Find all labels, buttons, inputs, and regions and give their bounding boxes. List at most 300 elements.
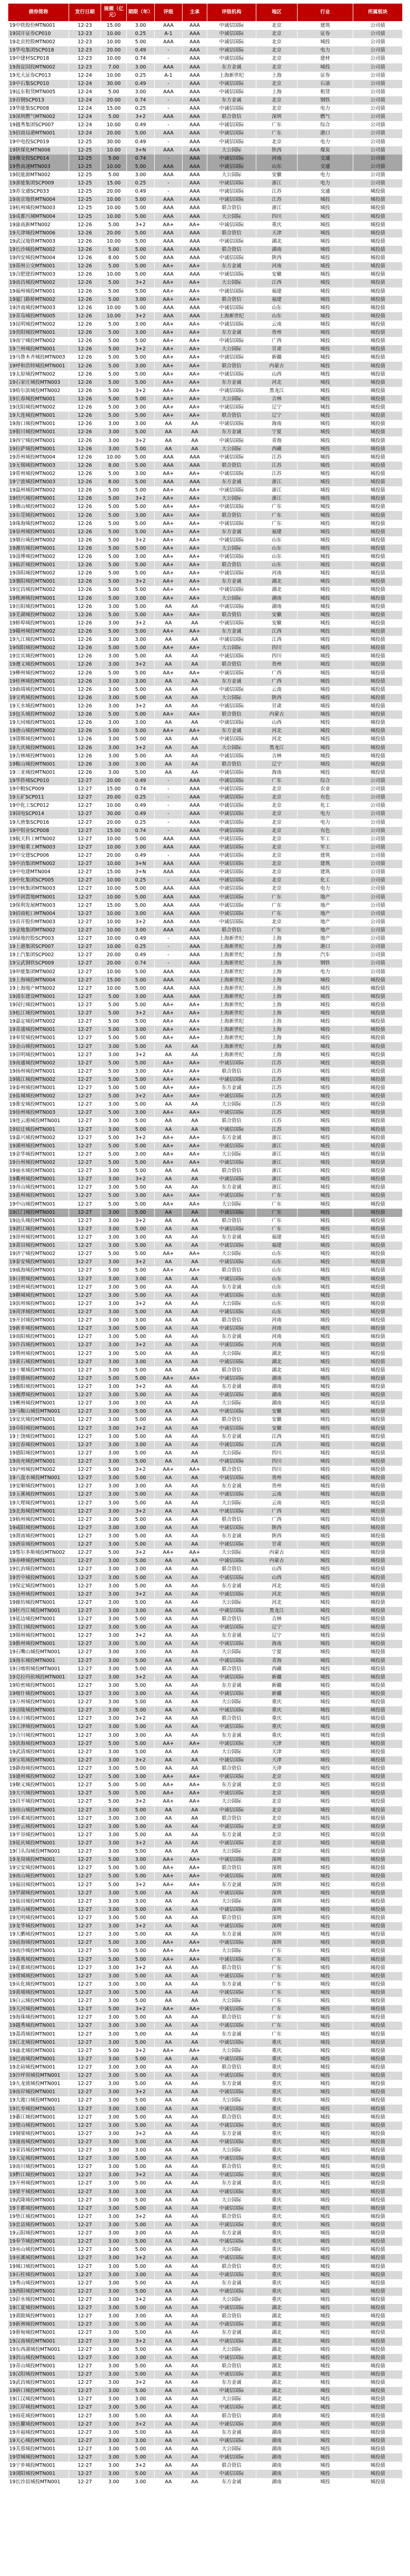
cell-size: 3.00 [101,2213,127,2221]
cell-rating: AA+ [155,1142,183,1150]
cell-industry: 城投 [298,1930,353,1939]
cell-sector: 公司债 [353,868,403,876]
cell-bond-name: 19宝安城投MTN001 [8,1864,69,1872]
cell-rating-agency: 大公国际 [207,2246,256,2254]
cell-industry: 城投 [298,760,353,769]
cell-bond-name: 19南山城投MTN001 [8,1872,69,1880]
cell-term: 5.00 [127,445,155,453]
cell-rating: - [155,819,183,827]
cell-region: 北京 [256,868,298,876]
cell-rating: - [155,827,183,835]
cell-region: 重庆 [256,2213,298,2221]
cell-issuer-rating: AA [183,1366,207,1375]
table-row [8,1275,403,1283]
table-row [8,1922,403,1930]
cell-size: 3.00 [101,2039,127,2047]
cell-size: 3.00 [101,2063,127,2072]
cell-rating-agency: 中诚信国际 [207,320,256,329]
cell-issuer-rating: AAA [183,835,207,843]
cell-rating-agency: 联合资信 [207,412,256,420]
cell-sector: 公司债 [353,146,403,155]
cell-industry: 城投 [298,1524,353,1532]
cell-rating: AA [155,445,183,453]
table-row [8,304,403,312]
cell-issuer-rating: AA [183,2279,207,2287]
table-row [8,478,403,486]
cell-sector: 城投债 [353,578,403,586]
cell-term: 5.00 [127,1573,155,1582]
cell-size: 3.00 [101,2312,127,2320]
cell-size: 5.00 [101,1009,127,1018]
cell-region: 广东 [256,511,298,519]
cell-rating-agency: 中诚信国际 [207,1175,256,1183]
cell-term: 3.00 [127,843,155,852]
cell-industry: 租赁 [298,88,353,96]
cell-sector: 城投债 [353,254,403,262]
table-row [8,1300,403,1308]
cell-term: 5.00 [127,1375,155,1383]
cell-issuer-rating: AA [183,2329,207,2337]
cell-bond-name: 19万州城投MTN001 [8,1698,69,1706]
cell-issuer-rating: AAA [183,910,207,918]
table-row [8,1325,403,1333]
cell-sector: 城投债 [353,1366,403,1375]
cell-issue-date: 12-27 [69,1889,101,1897]
cell-size: 3.00 [101,2337,127,2346]
cell-term: 5.00 [127,1615,155,1623]
table-row [8,1383,403,1391]
cell-size: 3.00 [101,1690,127,1698]
cell-size: 10.00 [101,304,127,312]
cell-term: 3+2 [127,578,155,586]
cell-bond-name: 19银川城投MTN001 [8,428,69,436]
table-row [8,1947,403,1955]
cell-issue-date: 12-26 [69,403,101,412]
cell-size: 5.00 [101,486,127,495]
cell-term: 5.00 [127,1076,155,1084]
cell-rating: AAA [155,478,183,486]
cell-sector: 城投债 [353,1565,403,1573]
cell-bond-name: 19房山城投MTN001 [8,1806,69,1815]
table-row [8,1815,403,1823]
cell-size: 3.00 [101,652,127,660]
cell-size: 3.00 [101,2346,127,2354]
cell-region: 江苏 [256,1076,298,1084]
cell-term: 5.00 [127,1183,155,1192]
cell-size: 3.00 [101,1897,127,1906]
table-row [8,1732,403,1740]
cell-sector: 城投债 [353,2470,403,2478]
cell-region: 深圳 [256,1881,298,1889]
cell-size: 10.00 [101,196,127,204]
cell-industry: 建筑 [298,868,353,876]
cell-term: 3+2 [127,1964,155,1972]
cell-size: 10.00 [101,38,127,46]
cell-rating: AA [155,2362,183,2370]
cell-bond-name: 19汕头城投MTN001 [8,1217,69,1225]
cell-sector: 城投债 [353,1922,403,1930]
cell-region: 湖北 [256,2379,298,2387]
cell-industry: 城投 [298,329,353,337]
cell-bond-name: 19铜梁城投MTN001 [8,2130,69,2138]
cell-size: 5.00 [101,628,127,636]
cell-industry: 城投 [298,2379,353,2387]
cell-sector: 城投债 [353,503,403,511]
cell-rating: AA+ [155,1092,183,1100]
cell-bond-name: 19东西湖城投MTN001 [8,2346,69,2354]
cell-issue-date: 12-27 [69,893,101,901]
cell-bond-name: 19鄂尔多斯城投MTN002 [8,1549,69,1557]
cell-sector: 城投债 [353,2063,403,2072]
cell-rating-agency: 中诚信国际 [207,188,256,196]
cell-industry: 钢铁 [298,959,353,968]
cell-term: 3.00 [127,63,155,72]
cell-size: 3.00 [101,2437,127,2445]
cell-rating-agency: 大公国际 [207,146,256,155]
cell-rating-agency: 大公国际 [207,1350,256,1358]
cell-bond-name: 19南沙城投MTN001 [8,1947,69,1955]
cell-sector: 公司债 [353,88,403,96]
cell-rating-agency: 中诚信国际 [207,1308,256,1316]
cell-issue-date: 12-27 [69,1756,101,1765]
cell-rating: AA [155,1914,183,1922]
cell-size: 3.00 [101,1366,127,1375]
table-row [8,1980,403,1989]
cell-term: 3.00 [127,1939,155,1947]
table-row [8,1217,403,1225]
cell-rating-agency: 中诚信国际 [207,2470,256,2478]
table-row [8,1350,403,1358]
cell-region: 陕西 [256,254,298,262]
cell-size: 3.00 [101,1275,127,1283]
cell-bond-name: 19南京地铁MTN004 [8,196,69,204]
cell-issue-date: 12-27 [69,1474,101,1482]
cell-rating: AA+ [155,495,183,503]
cell-size: 3.00 [101,636,127,644]
cell-bond-name: 19首钢SCP013 [8,96,69,105]
cell-bond-name: 19上海城投MTN004 [8,976,69,985]
cell-rating: AAA [155,38,183,46]
cell-bond-name: 19大唐集SCP016 [8,819,69,827]
cell-rating: AA+ [155,710,183,719]
table-row [8,735,403,743]
cell-issuer-rating: AA [183,719,207,727]
cell-region: 湖南 [256,2420,298,2429]
cell-issuer-rating: AA [183,1765,207,1773]
table-row [8,2138,403,2146]
cell-sector: 城投债 [353,312,403,320]
cell-sector: 城投债 [353,1939,403,1947]
cell-rating: - [155,785,183,793]
cell-region: 上海 [256,943,298,951]
cell-size: 3.00 [101,1972,127,1980]
cell-issuer-rating: AA [183,1623,207,1632]
cell-rating-agency: 联合资信 [207,1217,256,1225]
cell-issue-date: 12-27 [69,2213,101,2221]
table-row [8,1682,403,1690]
cell-size: 3.00 [101,1839,127,1848]
cell-term: 3.00 [127,1980,155,1989]
cell-rating: AA [155,1366,183,1375]
cell-sector: 城投债 [353,2096,403,2105]
cell-issuer-rating: AA [183,2445,207,2453]
cell-region: 福建 [256,528,298,536]
cell-bond-name: 19舟山城投MTN001 [8,1183,69,1192]
cell-term: 5.00 [127,752,155,760]
cell-sector: 城投债 [353,1209,403,1217]
cell-issue-date: 12-27 [69,1682,101,1690]
cell-term: 0.49 [127,188,155,196]
cell-region: 福建 [256,296,298,304]
cell-size: 10.00 [101,146,127,155]
cell-industry: 城投 [298,744,353,752]
cell-issue-date: 12-27 [69,1076,101,1084]
cell-industry: 城投 [298,528,353,536]
cell-term: 5.00 [127,1325,155,1333]
cell-bond-name: 19新乡城投MTN001 [8,1325,69,1333]
cell-industry: 城投 [298,2130,353,2138]
cell-size: 3.00 [101,1648,127,1656]
cell-issuer-rating: AA [183,436,207,445]
cell-size: 3.00 [101,1922,127,1930]
cell-rating-agency: 中诚信国际 [207,1109,256,1117]
cell-term: 5.00 [127,893,155,901]
cell-region: 浙江 [256,1167,298,1175]
cell-term: 5.00 [127,2470,155,2478]
cell-issuer-rating: AA+ [183,1955,207,1963]
cell-industry: 城投 [298,1906,353,1914]
cell-term: 5.00 [127,1159,155,1167]
cell-rating-agency: 中诚信国际 [207,1872,256,1880]
cell-rating-agency: 联合资信 [207,1117,256,1125]
cell-term: 5.00 [127,2362,155,2370]
cell-size: 5.00 [101,1789,127,1798]
cell-rating-agency: 东方金诚 [207,1383,256,1391]
cell-region: 贵州 [256,329,298,337]
cell-issue-date: 12-27 [69,1864,101,1872]
cell-sector: 城投债 [353,1242,403,1250]
cell-bond-name: 19增城城投MTN001 [8,1972,69,1980]
cell-sector: 城投债 [353,1582,403,1590]
cell-region: 重庆 [256,2179,298,2188]
cell-sector: 城投债 [353,2246,403,2254]
cell-issuer-rating: AA+ [183,1109,207,1117]
cell-size: 3.00 [101,1507,127,1516]
cell-industry: 城投 [298,1839,353,1848]
cell-region: 江苏 [256,453,298,462]
cell-rating-agency: 联合资信 [207,1466,256,1474]
cell-size: 5.00 [101,412,127,420]
table-row [8,1150,403,1159]
cell-rating: AA [155,1765,183,1773]
cell-industry: 城投 [298,2022,353,2030]
cell-issue-date: 12-27 [69,993,101,1001]
cell-size: 3.00 [101,2395,127,2403]
cell-sector: 城投债 [353,1258,403,1266]
table-row [8,1283,403,1292]
cell-rating: AA [155,2229,183,2238]
table-row [8,802,403,810]
cell-region: 深圳 [256,1906,298,1914]
cell-sector: 公司债 [353,777,403,785]
cell-rating-agency: 中诚信国际 [207,46,256,55]
table-row [8,2213,403,2221]
cell-rating: AA [155,1167,183,1175]
cell-issuer-rating: AAA [183,38,207,46]
cell-rating-agency: 大公国际 [207,694,256,702]
table-row [8,312,403,320]
cell-industry: 城投 [298,2287,353,2296]
cell-issue-date: 12-27 [69,2387,101,2395]
cell-sector: 城投债 [353,462,403,470]
cell-rating: AA [155,1648,183,1656]
cell-issuer-rating: AA [183,1283,207,1292]
table-row [8,1333,403,1341]
cell-rating-agency: 中诚信国际 [207,2304,256,2312]
cell-issuer-rating: AAA [183,876,207,885]
cell-term: 5.00 [127,204,155,212]
cell-sector: 城投债 [353,644,403,652]
table-row [8,2013,403,2022]
cell-rating: AA [155,1408,183,1416]
cell-region: 湖北 [256,578,298,586]
cell-industry: 城投 [298,296,353,304]
cell-rating-agency: 大公国际 [207,1250,256,1258]
cell-rating-agency: 中诚信国际 [207,179,256,188]
cell-term: 3.00 [127,1856,155,1864]
cell-region: 山西 [256,719,298,727]
cell-region: 湖南 [256,2437,298,2445]
table-row [8,985,403,993]
cell-industry: 城投 [298,1474,353,1482]
cell-bond-name: 19涪陵城投MTN001 [8,1706,69,1715]
cell-rating-agency: 东方金诚 [207,63,256,72]
cell-term: 0.25 [127,793,155,802]
table-row [8,2130,403,2138]
cell-rating: AAA [155,129,183,138]
cell-rating: AAA [155,146,183,155]
cell-issuer-rating: AA+ [183,1773,207,1781]
cell-issuer-rating: AA+ [183,353,207,362]
cell-rating-agency: 大公国际 [207,213,256,221]
cell-bond-name: 19宁波城投MTN003 [8,478,69,486]
cell-term: 3+2 [127,1922,155,1930]
cell-sector: 城投债 [353,1408,403,1416]
cell-sector: 公司债 [353,968,403,976]
cell-industry: 证券 [298,72,353,80]
cell-rating-agency: 东方金诚 [207,379,256,387]
cell-issue-date: 12-27 [69,1648,101,1656]
cell-sector: 公司债 [353,926,403,935]
cell-size: 3.00 [101,2320,127,2329]
cell-issuer-rating: AA [183,2403,207,2412]
cell-industry: 城投 [298,387,353,395]
cell-bond-name: 19上海地产MTN002 [8,985,69,993]
cell-rating: AA [155,2271,183,2279]
cell-term: 5.00 [127,395,155,403]
cell-term: 3+2 [127,1051,155,1059]
cell-term: 3+N [127,868,155,876]
cell-rating: AA [155,1126,183,1134]
cell-size: 5.00 [101,1092,127,1100]
table-row [8,2238,403,2246]
cell-region: 山东 [256,1266,298,1275]
cell-rating-agency: 东方金诚 [207,1084,256,1092]
cell-sector: 城投债 [353,2055,403,2063]
cell-industry: 城投 [298,1872,353,1880]
cell-rating: - [155,121,183,129]
cell-industry: 城投 [298,221,353,229]
cell-issuer-rating: AA [183,1482,207,1490]
table-row [8,595,403,603]
cell-sector: 公司债 [353,113,403,121]
cell-region: 广西 [256,677,298,686]
cell-issue-date: 12-26 [69,719,101,727]
cell-term: 5.00 [127,2030,155,2038]
cell-issuer-rating: AA [183,2312,207,2320]
cell-issue-date: 12-26 [69,412,101,420]
table-row [8,22,403,30]
cell-size: 15.00 [101,902,127,910]
cell-region: 上海 [256,1051,298,1059]
cell-sector: 城投债 [353,1756,403,1765]
cell-industry: 城投 [298,1034,353,1042]
cell-rating: - [155,138,183,146]
cell-region: 江苏 [256,1109,298,1117]
cell-industry: 城投 [298,1939,353,1947]
table-row [8,1009,403,1018]
cell-region: 湖南 [256,2478,298,2486]
cell-issue-date: 12-26 [69,337,101,345]
cell-industry: 城投 [298,1391,353,1399]
table-row [8,2179,403,2188]
cell-term: 3.00 [127,1773,155,1781]
table-row [8,959,403,968]
cell-sector: 城投债 [353,2221,403,2229]
cell-term: 0.25 [127,30,155,38]
cell-industry: 地产 [298,918,353,926]
cell-issuer-rating: AA+ [183,520,207,528]
cell-term: 3.00 [127,1482,155,1490]
cell-term: 3.00 [127,2105,155,2113]
cell-bond-name: 19许昌城投MTN001 [8,1341,69,1349]
table-row [8,777,403,785]
cell-bond-name: 19玉溪城投MTN001 [8,1490,69,1499]
cell-industry: 城投 [298,254,353,262]
cell-industry: 城投 [298,1657,353,1665]
cell-industry: 城投 [298,1100,353,1109]
table-row [8,1391,403,1399]
cell-bond-name: 19岳麓城投MTN001 [8,2420,69,2429]
cell-bond-name: 19崇明城投MTN001 [8,1051,69,1059]
table-row [8,876,403,885]
cell-term: 5.00 [127,2072,155,2080]
table-row [8,819,403,827]
cell-size: 3.00 [101,1126,127,1134]
cell-size: 3.00 [101,2445,127,2453]
cell-industry: 城投 [298,2346,353,2354]
cell-issue-date: 12-24 [69,80,101,88]
cell-industry: 城投 [298,2146,353,2155]
cell-rating-agency: 中诚信国际 [207,370,256,379]
cell-bond-name: 19奉节城投MTN001 [8,2238,69,2246]
cell-bond-name: 19汉阳城投MTN001 [8,2370,69,2379]
cell-issue-date: 12-26 [69,694,101,702]
cell-issue-date: 12-27 [69,2130,101,2138]
cell-issue-date: 12-26 [69,652,101,660]
cell-issuer-rating: AA [183,1748,207,1756]
cell-size: 10.00 [101,72,127,80]
